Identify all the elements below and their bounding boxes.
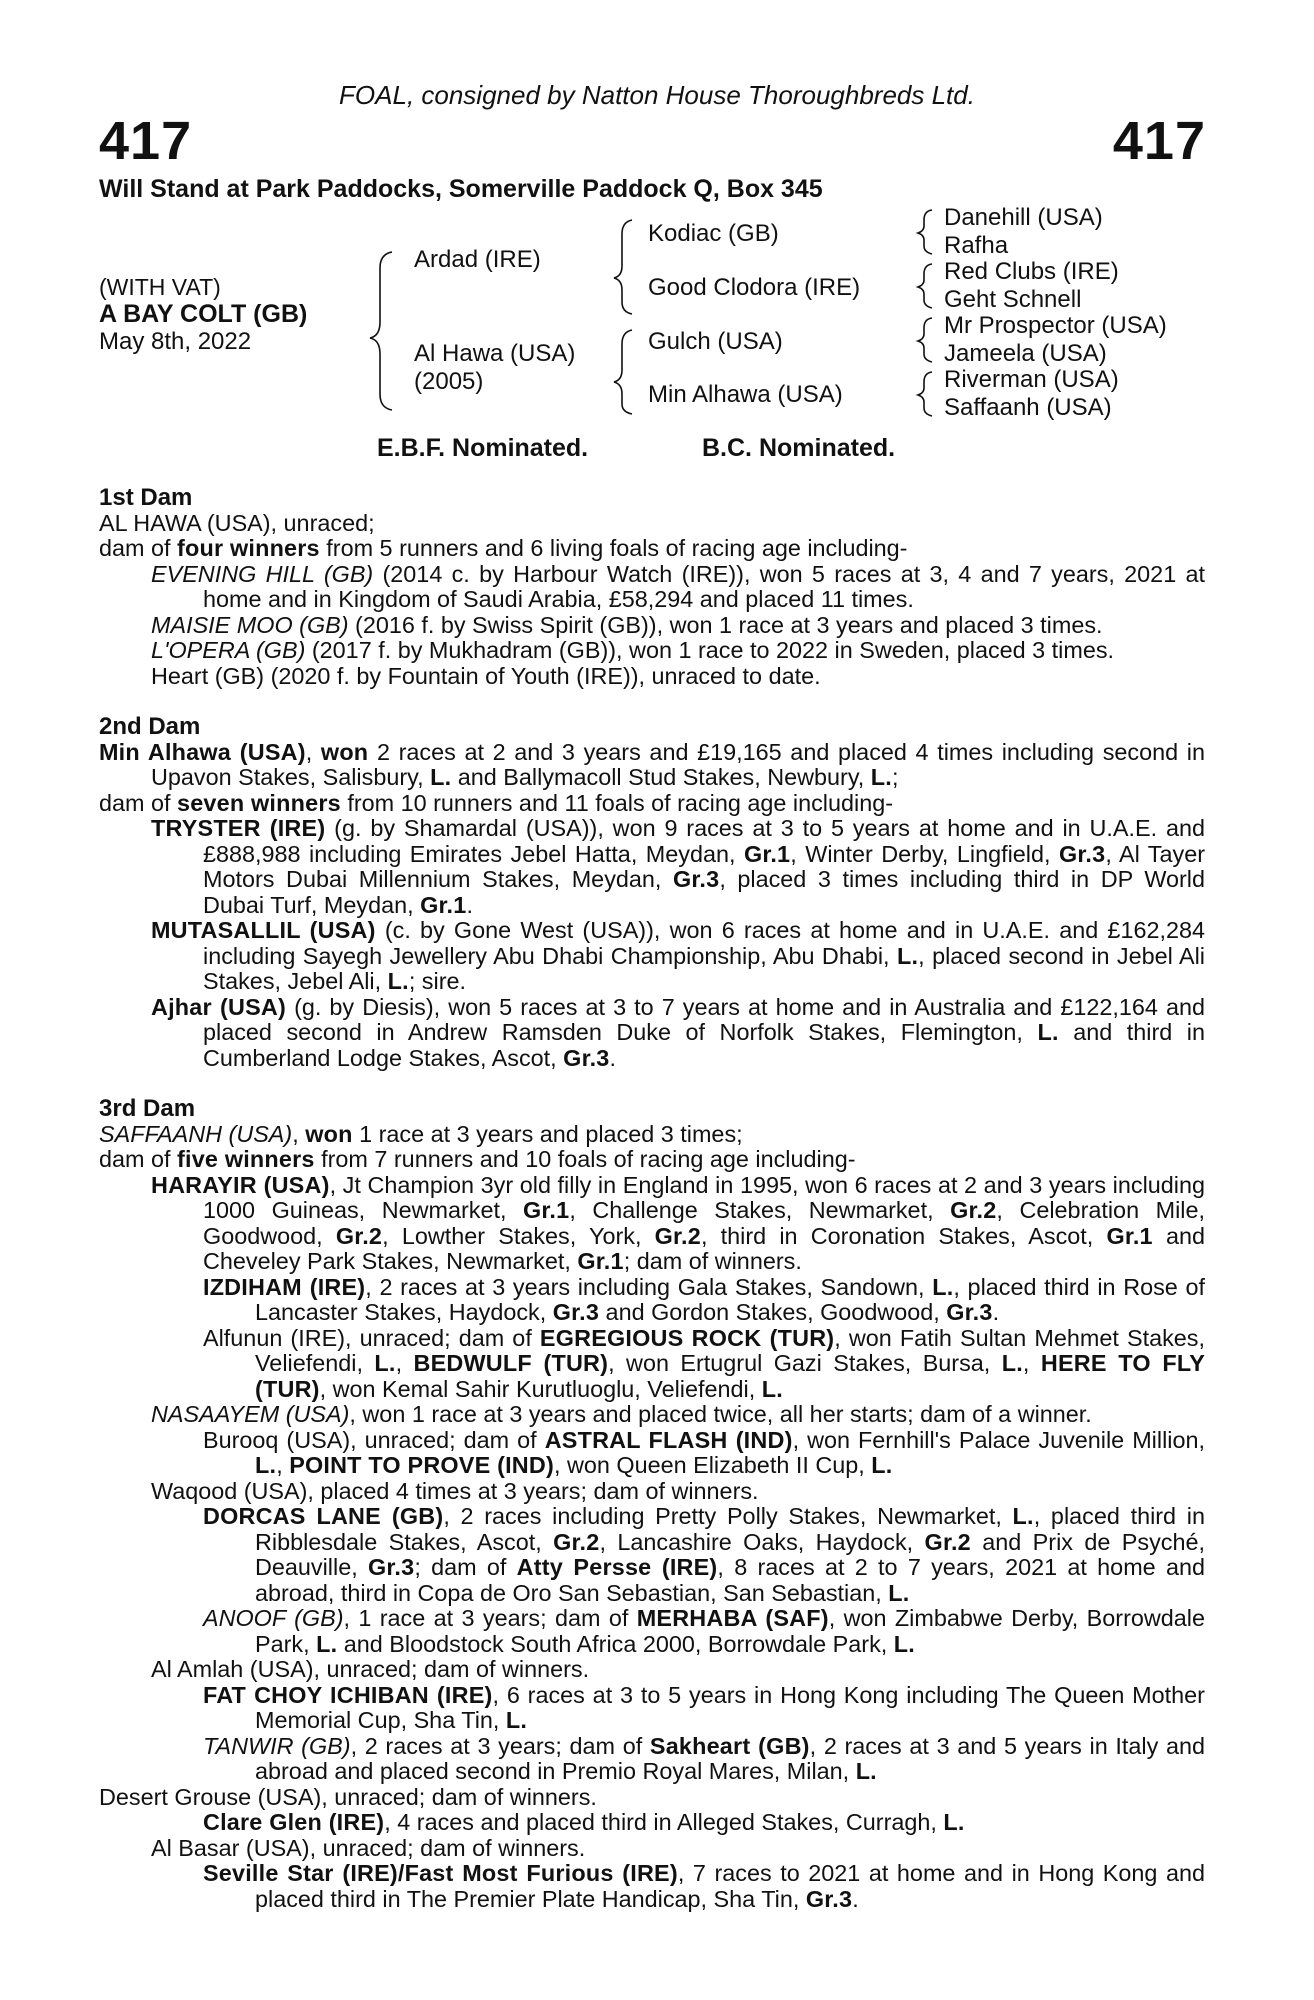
produce-entry: Heart (GB) (2020 f. by Fountain of Youth (IRE)), unraced to date.	[151, 662, 821, 689]
produce-entry: FAT CHOY ICHIBAN (IRE), 6 races at 3 to 5 years in Hong Kong including The Queen Mother Memorial Cup, Sha Tin, L.	[203, 1681, 1205, 1733]
gen3-6: Jameela (USA)	[944, 340, 1107, 367]
catalogue-body	[99, 485, 1205, 1912]
gen3-4: Geht Schnell	[944, 286, 1082, 313]
first-dam-heading: 1st Dam	[99, 484, 193, 511]
dam-dam: Min Alhawa (USA)	[648, 381, 843, 408]
gen3-7: Riverman (USA)	[944, 366, 1119, 393]
gen3-2: Rafha	[944, 232, 1009, 259]
brace-g4	[918, 372, 932, 416]
produce-entry: Desert Grouse (USA), unraced; dam of winners.	[99, 1783, 597, 1810]
brace-dam	[614, 330, 632, 414]
produce-entry: IZDIHAM (IRE), 2 races at 3 years including Gala Stakes, Sandown, L., placed third in Rose of Lancaster Stakes, Haydock, Gr.3 and Gordon Stakes, Goodwood, Gr.3.	[203, 1273, 1205, 1325]
produce-entry: Al Amlah (USA), unraced; dam of winners.	[151, 1656, 590, 1682]
vat-note: (WITH VAT)	[99, 274, 221, 300]
produce-entry: TANWIR (GB), 2 races at 3 years; dam of Sakheart (GB), 2 races at 3 and 5 years in Italy and abroad and placed second in Premio Royal Mares, Milan, L.	[203, 1732, 1205, 1784]
sire-name: Ardad (IRE)	[414, 246, 541, 273]
gen3-1: Danehill (USA)	[944, 204, 1103, 231]
produce-entry: MAISIE MOO (GB) (2016 f. by Swiss Spirit (GB)), won 1 race at 3 years and placed 3 times.	[151, 611, 1103, 638]
gen3-8: Saffaanh (USA)	[944, 394, 1112, 421]
produce-entry: Waqood (USA), placed 4 times at 3 years; dam of winners.	[151, 1477, 759, 1504]
second-dam-line: Min Alhawa (USA), won 2 races at 2 and 3 years and £19,165 and placed 4 times including second in Upavon Stakes, Salisbury, L. and Ballymacoll Stud Stakes, Newbury, L.;	[99, 738, 1205, 790]
produce-entry: DORCAS LANE (GB), 2 races including Pretty Polly Stakes, Newmarket, L., placed third in Ribblesdale Stakes, Ascot, Gr.2, Lancashire Oaks, Haydock, Gr.2 and Prix de Psyché, Deauville, Gr.3; dam of Atty Persse (IRE), 8 races at 2 to 7 years, 2021 at home and abroad, third in Copa de Oro San Sebastian, San Sebastian, L.	[203, 1503, 1205, 1606]
consignor-line: FOAL, consigned by Natton House Thoroughbreds Ltd.	[339, 80, 975, 110]
ebf-nominated: E.B.F. Nominated.	[377, 434, 589, 462]
bc-nominated: B.C. Nominated.	[702, 434, 896, 462]
second-dam-produce: dam of seven winners from 10 runners and 11 foals of racing age including-	[99, 789, 893, 816]
sire-sire: Kodiac (GB)	[648, 220, 779, 247]
brace-g1	[918, 210, 932, 254]
third-dam-line: SAFFAANH (USA), won 1 race at 3 years and placed 3 times;	[99, 1120, 743, 1147]
gen3-3: Red Clubs (IRE)	[944, 258, 1119, 285]
foaling-date: May 8th, 2022	[99, 328, 252, 355]
sire-dam: Good Clodora (IRE)	[648, 274, 861, 301]
third-dam-heading: 3rd Dam	[99, 1095, 196, 1122]
lot-number-left: 417	[99, 111, 193, 171]
dam-name: Al Hawa (USA)	[414, 340, 576, 367]
dam-year: (2005)	[414, 368, 484, 395]
brace-g2	[918, 264, 932, 308]
produce-entry: Burooq (USA), unraced; dam of ASTRAL FLASH (IND), won Fernhill's Palace Juvenile Million, L., POINT TO PROVE (IND), won Queen Elizabeth II Cup, L.	[203, 1426, 1205, 1478]
dam-sire: Gulch (USA)	[648, 328, 783, 355]
first-dam-line: AL HAWA (USA), unraced;	[99, 509, 375, 536]
produce-entry: TRYSTER (IRE) (g. by Shamardal (USA)), won 9 races at 3 to 5 years at home and in U.A.E. and £888,988 including Emirates Jebel Hatta, Meydan, Gr.1, Winter Derby, Lingfield, Gr.3, Al Tayer Motors Dubai Millennium Stakes, Meydan, Gr.3, placed 3 times including third in DP World Dubai Turf, Meydan, Gr.1.	[151, 815, 1206, 918]
horse-name: A BAY COLT (GB)	[99, 300, 308, 328]
produce-entry: Clare Glen (IRE), 4 races and placed third in Alleged Stakes, Curragh, L.	[203, 1809, 965, 1835]
first-dam-produce: dam of four winners from 5 runners and 6 living foals of racing age including-	[99, 535, 908, 561]
brace-gen1	[370, 252, 392, 410]
brace-g3	[918, 318, 932, 362]
produce-entry: NASAAYEM (USA), won 1 race at 3 years and placed twice, all her starts; dam of a winner.	[151, 1401, 1092, 1427]
produce-entry: Ajhar (USA) (g. by Diesis), won 5 races at 3 to 7 years at home and in Australia and £122,164 and placed second in Andrew Ramsden Duke of Norfolk Stakes, Flemington, L. and third in Cumberland Lodge Stakes, Ascot, Gr.3.	[151, 993, 1205, 1071]
produce-entry: MUTASALLIL (USA) (c. by Gone West (USA)), won 6 races at home and in U.A.E. and £162,284 including Sayegh Jewellery Abu Dhabi Championship, Abu Dhabi, L., placed second in Jebel Ali Stakes, Jebel Ali, L.; sire.	[151, 917, 1205, 994]
produce-entry: EVENING HILL (GB) (2014 c. by Harbour Watch (IRE)), won 5 races at 3, 4 and 7 years, 2021 at home and in Kingdom of Saudi Arabia, £58,294 and placed 11 times.	[151, 560, 1205, 612]
stand-line: Will Stand at Park Paddocks, Somerville Paddock Q, Box 345	[99, 175, 823, 203]
third-dam-produce: dam of five winners from 7 runners and 10 foals of racing age including-	[99, 1146, 856, 1172]
produce-entry: ANOOF (GB), 1 race at 3 years; dam of MERHABA (SAF), won Zimbabwe Derby, Borrowdale Park, L. and Bloodstock South Africa 2000, Borrowdale Park, L.	[203, 1605, 1205, 1657]
produce-entry: L'OPERA (GB) (2017 f. by Mukhadram (GB)), won 1 race to 2022 in Sweden, placed 3 times.	[151, 637, 1115, 663]
produce-entry: Alfunun (IRE), unraced; dam of EGREGIOUS ROCK (TUR), won Fatih Sultan Mehmet Stakes, Veliefendi, L., BEDWULF (TUR), won Ertugrul Gazi Stakes, Bursa, L., HERE TO FLY (TUR), won Kemal Sahir Kurutluoglu, Veliefendi, L.	[203, 1324, 1205, 1402]
brace-sire	[614, 220, 632, 314]
lot-number-right: 417	[1112, 111, 1206, 171]
produce-entry: Seville Star (IRE)/Fast Most Furious (IRE), 7 races to 2021 at home and in Hong Kong and placed third in The Premier Plate Handicap, Sha Tin, Gr.3.	[203, 1860, 1205, 1912]
produce-entry: HARAYIR (USA), Jt Champion 3yr old filly in England in 1995, won 6 races at 2 and 3 years including 1000 Guineas, Newmarket, Gr.1, Challenge Stakes, Newmarket, Gr.2, Celebration Mile, Goodwood, Gr.2, Lowther Stakes, York, Gr.2, third in Coronation Stakes, Ascot, Gr.1 and Cheveley Park Stakes, Newmarket, Gr.1; dam of winners.	[151, 1171, 1205, 1274]
second-dam-heading: 2nd Dam	[99, 713, 201, 740]
gen3-5: Mr Prospector (USA)	[944, 312, 1167, 339]
produce-entry: Al Basar (USA), unraced; dam of winners.	[151, 1834, 586, 1861]
